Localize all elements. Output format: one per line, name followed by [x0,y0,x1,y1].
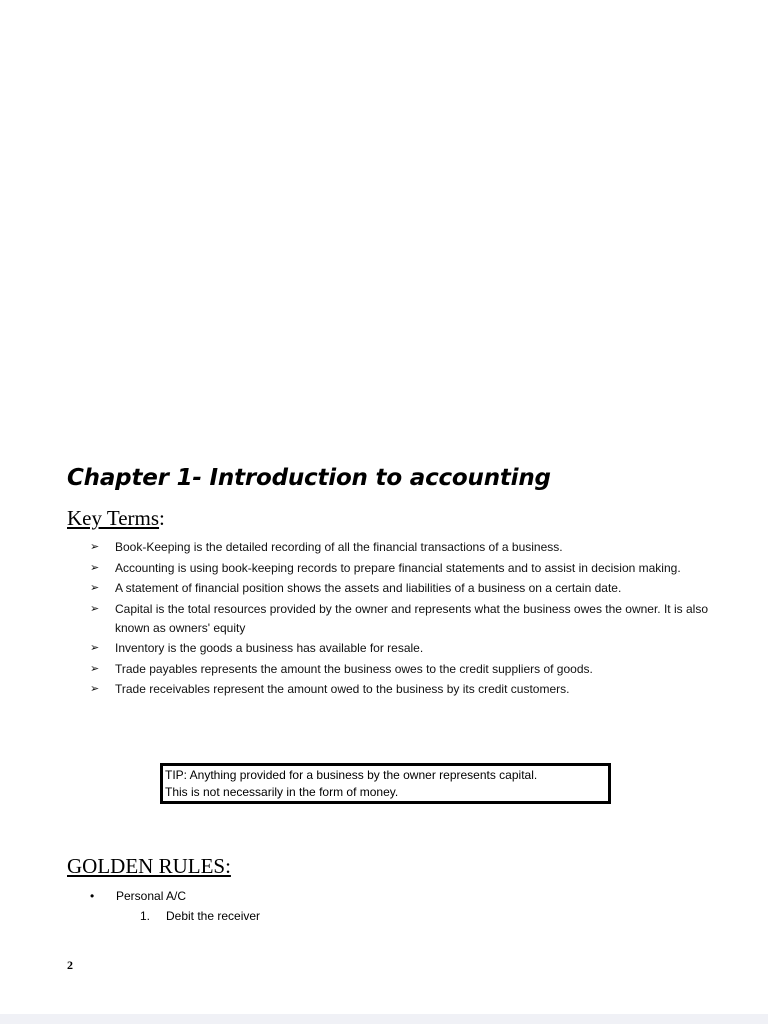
list-item [90,660,710,679]
personal-account-label: Personal A/C [116,889,187,903]
tip-line-2: This is not necessarily in the form of money. [165,785,399,799]
list-item-text: Book-Keeping is the detailed recording of all the financial transactions of a business. [115,540,563,554]
rule-text: Debit the receiver [166,909,261,923]
tip-box [160,763,611,804]
arrow-bullet-icon: ➢ [90,541,100,553]
list-item-text: Trade payables represents the amount the business owes to the credit suppliers of goods. [115,661,593,676]
rule-number: 1. [140,909,151,923]
key-terms-heading [67,506,165,531]
list-item-text: A statement of financial position shows the assets and liabilities of a business on a certain date. [115,581,622,595]
list-item [90,600,710,638]
arrow-bullet-icon: ➢ [90,662,100,675]
list-item [90,579,710,598]
list-item-text: Trade receivables represent the amount owed to the business by its credit customers. [115,682,570,696]
arrow-bullet-icon: ➢ [90,582,100,594]
list-item [90,559,710,578]
list-item-text: Capital is the total resources provided by the owner and represents what the business owes the owner. It is also known as owners' equity [115,601,708,635]
key-terms-list [90,538,710,701]
key-terms-colon: : [159,506,165,530]
round-bullet-icon: • [90,889,95,903]
arrow-bullet-icon: ➢ [90,642,100,654]
chapter-title: Chapter 1- Introduction to accounting [67,465,551,491]
key-terms-heading-text: Key Terms [67,506,160,530]
arrow-bullet-icon: ➢ [90,683,100,695]
list-item-text: Accounting is using book-keeping records to prepare financial statements and to assist in decision making. [115,560,681,575]
golden-rules-heading: GOLDEN RULES: [67,854,231,878]
bottom-strip [0,1014,768,1024]
list-item-text: Inventory is the goods a business has available for resale. [115,641,424,655]
arrow-bullet-icon: ➢ [90,561,100,574]
list-item [90,680,710,699]
tip-line-1: TIP: Anything provided for a business by the owner represents capital. [165,768,538,782]
list-item [90,639,710,658]
arrow-bullet-icon: ➢ [90,602,100,615]
list-item [90,538,710,557]
page-number: 2 [67,958,73,972]
